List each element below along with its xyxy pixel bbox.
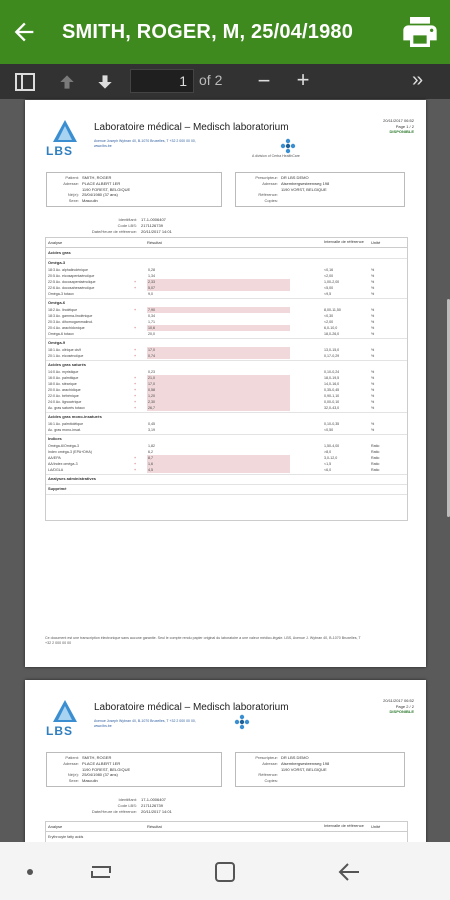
lab-address: Avenue Joseph Wybran 40, B-1070 Bruxelles, T +32 2 000 00 00, www.lbs.be — [94, 719, 196, 728]
analysis-name: Ac. gras mono-insat. — [48, 428, 81, 432]
recent-apps-button[interactable] — [87, 858, 115, 886]
result-value: 17,0 — [147, 347, 290, 353]
reference-range: 6,0-10,0 — [324, 326, 338, 330]
table-row — [46, 405, 407, 411]
unit: % — [371, 292, 375, 296]
lab-title: Laboratoire médical – Medisch laboratorium — [94, 702, 289, 713]
unit: % — [371, 394, 375, 398]
result-value: 0,23 — [148, 370, 155, 374]
result-value: 5,07 — [147, 285, 290, 291]
result-value: 0,58 — [147, 387, 290, 393]
analysis-name: 18:1 Ac. oléique cis9 — [48, 348, 81, 352]
reference-range: <2,00 — [324, 274, 334, 278]
result-value: 4,5 — [147, 467, 290, 473]
unit: % — [371, 370, 375, 374]
patient-line: Adresse: PLACE ALBERT 1ER — [63, 180, 121, 186]
unit: % — [371, 388, 375, 392]
unit: % — [371, 314, 375, 318]
analysis-name: Oméga-6/Oméga-3 — [48, 444, 79, 448]
analysis-name: AA/index oméga-3 — [48, 462, 78, 466]
analysis-name: 20:3 Ac. dihomogammalinol. — [48, 320, 94, 324]
flag: + — [134, 394, 137, 398]
section-divider — [46, 338, 407, 339]
unit: % — [371, 268, 375, 272]
prescriber-line: Copies: — [264, 198, 278, 204]
lab-address: Avenue Joseph Wybran 40, B-1070 Bruxelles, T +32 2 000 00 00, www.lbs.be — [94, 139, 196, 148]
unit: % — [371, 400, 375, 404]
result-value: 7,90 — [147, 307, 290, 313]
prescriber-line: 1190 VORST, BELGIQUE — [281, 186, 327, 192]
analysis-name: 18:3 Ac. gamma-linolénique — [48, 314, 93, 318]
logo-text: LBS — [46, 724, 73, 738]
results-header: Analyse Résultat Intervalle de référence Unité — [46, 822, 407, 832]
unit: Ratio — [371, 456, 380, 460]
analysis-name: 16:1 Ac. palmitoléique — [48, 422, 84, 426]
result-value: 20,0 — [148, 332, 155, 336]
analysis-name: 18:2 Ac. linoléique — [48, 308, 78, 312]
result-value: 2,33 — [147, 279, 290, 285]
analysis-name: AA/EPA — [48, 456, 61, 460]
reference-range: <0,30 — [324, 314, 334, 318]
analysis-name: LA/DGLA — [48, 468, 64, 472]
section-divider — [46, 360, 407, 361]
arrow-up-icon — [57, 72, 77, 92]
result-value: 1,20 — [147, 393, 290, 399]
table-row — [46, 467, 407, 473]
section-divider — [46, 474, 407, 475]
result-value: 8,7 — [147, 455, 290, 461]
patient-line: Patient: SMITH, ROGER — [65, 175, 112, 180]
sidebar-icon — [15, 73, 35, 91]
unit: % — [371, 354, 375, 358]
prescriber-line: Référence: — [258, 192, 278, 198]
analysis-name: 22:5 Ac. docosapentaénoïque — [48, 280, 96, 284]
result-value: 3,19 — [148, 428, 155, 432]
section-title: Oméga-9 — [48, 340, 66, 345]
flag: + — [134, 354, 137, 358]
flag: + — [134, 376, 137, 380]
reference-range: 18,0-26,0 — [324, 332, 340, 336]
report-meta — [383, 698, 414, 715]
recent-apps-icon — [88, 859, 114, 885]
section-title: Acides gras — [48, 250, 71, 255]
flag: + — [134, 400, 137, 404]
lab-title: Laboratoire médical – Medisch laboratorium — [94, 122, 289, 133]
dot-icon — [26, 868, 34, 876]
section-title: Supprimé — [48, 486, 67, 491]
flag: + — [134, 326, 137, 330]
reference-range: <5,00 — [324, 286, 334, 290]
section-title: Oméga-3 — [48, 260, 66, 265]
analysis-name: 22:0 Ac. béhénique — [48, 394, 79, 398]
back-chevron-icon — [337, 859, 363, 885]
table-row — [46, 331, 407, 337]
page-number-input[interactable]: 1 — [130, 69, 194, 93]
analysis-name: 18:0 Ac. stéarique — [48, 382, 77, 386]
reference-range: <1,5 — [324, 462, 332, 466]
analysis-name: 20:4 Ac. arachidonique — [48, 326, 85, 330]
patient-line: 1190 FOREST, BELGIQUE — [82, 186, 131, 192]
analysis-name: 20:1 Ac. eicosénoïque — [48, 354, 84, 358]
unit: % — [371, 308, 375, 312]
analysis-name: Index oméga-3 (EPA+DHA) — [48, 450, 92, 454]
reference-range: <0,16 — [324, 268, 334, 272]
unit: % — [371, 406, 375, 410]
flag: + — [134, 456, 137, 460]
analysis-name: Oméga-6 totaux — [48, 332, 74, 336]
pdf-page-1 — [25, 100, 426, 667]
reference-range: <9,5 — [324, 292, 332, 296]
patient-title: SMITH, ROGER, M, 25/04/1980 — [62, 20, 354, 43]
page-count-label: of 2 — [199, 72, 223, 88]
result-value: 0,28 — [148, 268, 155, 272]
system-back-button[interactable] — [336, 858, 364, 886]
result-value: 0,74 — [147, 353, 290, 359]
section-divider — [46, 494, 407, 495]
reference-range: 18,0-19,5 — [324, 376, 340, 380]
analysis-name: 16:0 Ac. palmitique — [48, 376, 79, 380]
division-label: A division of Cerba HealthCare — [252, 154, 300, 158]
result-value: 17,0 — [147, 381, 290, 387]
pdf-viewer[interactable] — [0, 99, 450, 842]
prescriber-box: Prescripteur: DR LBS DEMO Adresse: Alsembergsesteenweg 198 1190 VORST, BELGIQUE Référence: Copies: — [235, 752, 405, 787]
unit: % — [371, 274, 375, 278]
cerba-cross-icon — [234, 714, 250, 730]
zoom-in-button[interactable]: + — [296, 67, 310, 92]
result-value: 0,45 — [148, 422, 155, 426]
flag: + — [134, 388, 137, 392]
unit: % — [371, 376, 375, 380]
result-value: 21,0 — [147, 375, 290, 381]
reference-range: 0,35-0,45 — [324, 388, 340, 392]
section-title: Analyses administratives — [48, 476, 97, 481]
unit: % — [371, 286, 375, 290]
header-reference: Intervalle de référence — [324, 239, 364, 244]
flag: + — [134, 348, 137, 352]
prescriber-box — [235, 172, 405, 207]
results-header — [46, 238, 407, 248]
result-value: 10,6 — [147, 325, 290, 331]
section-divider — [46, 434, 407, 435]
result-value: 2,30 — [147, 399, 290, 405]
unit: % — [371, 320, 375, 324]
unit: % — [371, 332, 375, 336]
analysis-name: 20:0 Ac. arachidique — [48, 388, 81, 392]
section-title: Acides gras mono-insaturés — [48, 414, 102, 419]
section-divider — [46, 412, 407, 413]
section-divider — [46, 258, 407, 259]
result-value: 6,2 — [148, 450, 153, 454]
section-title: Acides gras saturés — [48, 362, 87, 367]
result-value: 1,6 — [147, 461, 290, 467]
patient-box — [46, 172, 222, 207]
sidebar-toggle-button[interactable] — [12, 69, 38, 95]
reference-range: 8,00-11,50 — [324, 308, 341, 312]
unit: Ratio — [371, 468, 380, 472]
unit: % — [371, 428, 375, 432]
prescriber-line: Prescripteur: DR LBS DEMO — [255, 175, 309, 180]
lab-header — [44, 698, 414, 756]
header-result: Résultat — [147, 240, 162, 245]
result-value: 1,71 — [148, 320, 155, 324]
report-page: Page 2 / 2 — [395, 703, 414, 709]
report-footnote: Ce document est une transcription électronique sans aucune garantie. Seul le compte rendu papier original du laboratoire a une valeur médico-légale. LBS, Avenue J. Wybran 40, B-1070 Bruxelles, T +32 2 000 00 00 — [45, 636, 361, 645]
unit: % — [371, 326, 375, 330]
flag: + — [134, 462, 137, 466]
home-button[interactable] — [211, 858, 239, 886]
reference-range: <0,50 — [324, 428, 334, 432]
unit: Ratio — [371, 462, 380, 466]
result-value: 1,82 — [148, 444, 155, 448]
unit: % — [371, 422, 375, 426]
section-title: Indices — [48, 436, 62, 441]
cerba-cross-icon — [280, 138, 296, 154]
flag: + — [134, 280, 137, 284]
report-status: DISPONIBLE — [389, 129, 414, 134]
home-square-icon — [213, 860, 237, 884]
print-button[interactable] — [398, 12, 442, 52]
pdf-toolbar — [0, 64, 450, 99]
logo-text: LBS — [46, 144, 73, 158]
reference-range: 32,0-43,0 — [324, 406, 340, 410]
results-table — [45, 237, 408, 521]
reference-range: 0,10-0,35 — [324, 422, 340, 426]
report-page: Page 1 / 2 — [395, 123, 414, 129]
lab-header — [44, 118, 414, 176]
patient-line: Sexe: Masculin — [68, 198, 98, 204]
nav-dot-button[interactable] — [16, 858, 44, 886]
patient-box: Patient: SMITH, ROGER Adresse: PLACE ALBERT 1ER 1190 FOREST, BELGIQUE Né(e): 25/04/1980 (37 ans) Sexe: Masculin — [46, 752, 222, 787]
result-value: 9,0 — [148, 292, 153, 296]
reference-range: 14,0-16,0 — [324, 382, 340, 386]
system-nav-bar — [0, 842, 450, 900]
reference-range: 1,00-2,00 — [324, 280, 340, 284]
header-analysis: Analyse — [48, 240, 63, 245]
more-tools-button[interactable]: » — [412, 69, 420, 91]
reference-range: 1,50-4,00 — [324, 444, 340, 448]
unit: % — [371, 280, 375, 284]
unit: % — [371, 382, 375, 386]
unit: Ratio — [371, 450, 380, 454]
reference-range: <6,0 — [324, 468, 332, 472]
arrow-left-icon — [10, 18, 38, 46]
analysis-name: 20:5 Ac. eicosapentaénoïque — [48, 274, 95, 278]
analysis-name: 24:0 Ac. lignocérique — [48, 400, 82, 404]
analysis-name: 18:3 Ac. alphalinolénique — [48, 268, 88, 272]
flag: + — [134, 406, 137, 410]
zoom-out-button[interactable]: − — [257, 68, 271, 93]
header-unit: Unité — [371, 240, 381, 245]
app-bar — [0, 0, 450, 64]
table-row — [46, 291, 407, 297]
flag: + — [134, 308, 137, 312]
flag: + — [134, 382, 137, 386]
result-value: 1,34 — [148, 274, 155, 278]
reference-range: 0,17-0,29 — [324, 354, 340, 358]
report-date: 20/11/2017 06:52 — [383, 118, 414, 123]
reference-range: 0,10-0,24 — [324, 370, 340, 374]
table-row — [46, 353, 407, 359]
unit: Ratio — [371, 444, 380, 448]
table-row: Erythrocyte fatty acids — [48, 835, 84, 839]
flag: + — [134, 286, 137, 290]
reference-range: 0,90-1,10 — [324, 394, 340, 398]
analysis-name: Ac. gras saturés totaux — [48, 406, 85, 410]
reference-range: 13,0-15,0 — [324, 348, 340, 352]
next-page-button[interactable] — [92, 69, 118, 95]
previous-page-button[interactable] — [54, 69, 80, 95]
identifiers: Identifiant: 17-1-0006407 Code LBS: 2171126739 Date/Heure de référence: 20/11/2017 14:01 — [91, 797, 172, 814]
patient-line: Né(e): 25/04/1980 (37 ans) — [67, 192, 118, 198]
section-divider — [46, 298, 407, 299]
section-divider — [46, 484, 407, 485]
reference-range: >8,0 — [324, 450, 332, 454]
report-meta — [383, 118, 414, 135]
table-row — [46, 427, 407, 433]
analysis-name: 14:0 Ac. myristique — [48, 370, 79, 374]
reference-range: 0,00-0,10 — [324, 400, 340, 404]
back-button[interactable] — [4, 8, 44, 56]
arrow-down-icon — [95, 72, 115, 92]
analysis-name: 22:6 Ac. docosahexaénoïque — [48, 286, 95, 290]
report-date: 20/11/2017 06:52 — [383, 698, 414, 703]
result-value: 0,34 — [148, 314, 155, 318]
reference-range: <2,00 — [324, 320, 334, 324]
identifiers: Identifiant: 17-1-0006407 Code LBS: 2171126739 Date/Heure de référence: 20/11/2017 14:01 — [91, 217, 172, 234]
reference-range: 3,0-12,0 — [324, 456, 338, 460]
report-status: DISPONIBLE — [389, 709, 414, 714]
prescriber-line: Adresse: Alsembergsesteenweg 198 — [262, 180, 330, 186]
flag: + — [134, 468, 137, 472]
analysis-name: Oméga-3 totaux — [48, 292, 74, 296]
section-title: Oméga-6 — [48, 300, 66, 305]
result-value: 26,7 — [147, 405, 290, 411]
printer-icon — [398, 12, 442, 52]
unit: % — [371, 348, 375, 352]
